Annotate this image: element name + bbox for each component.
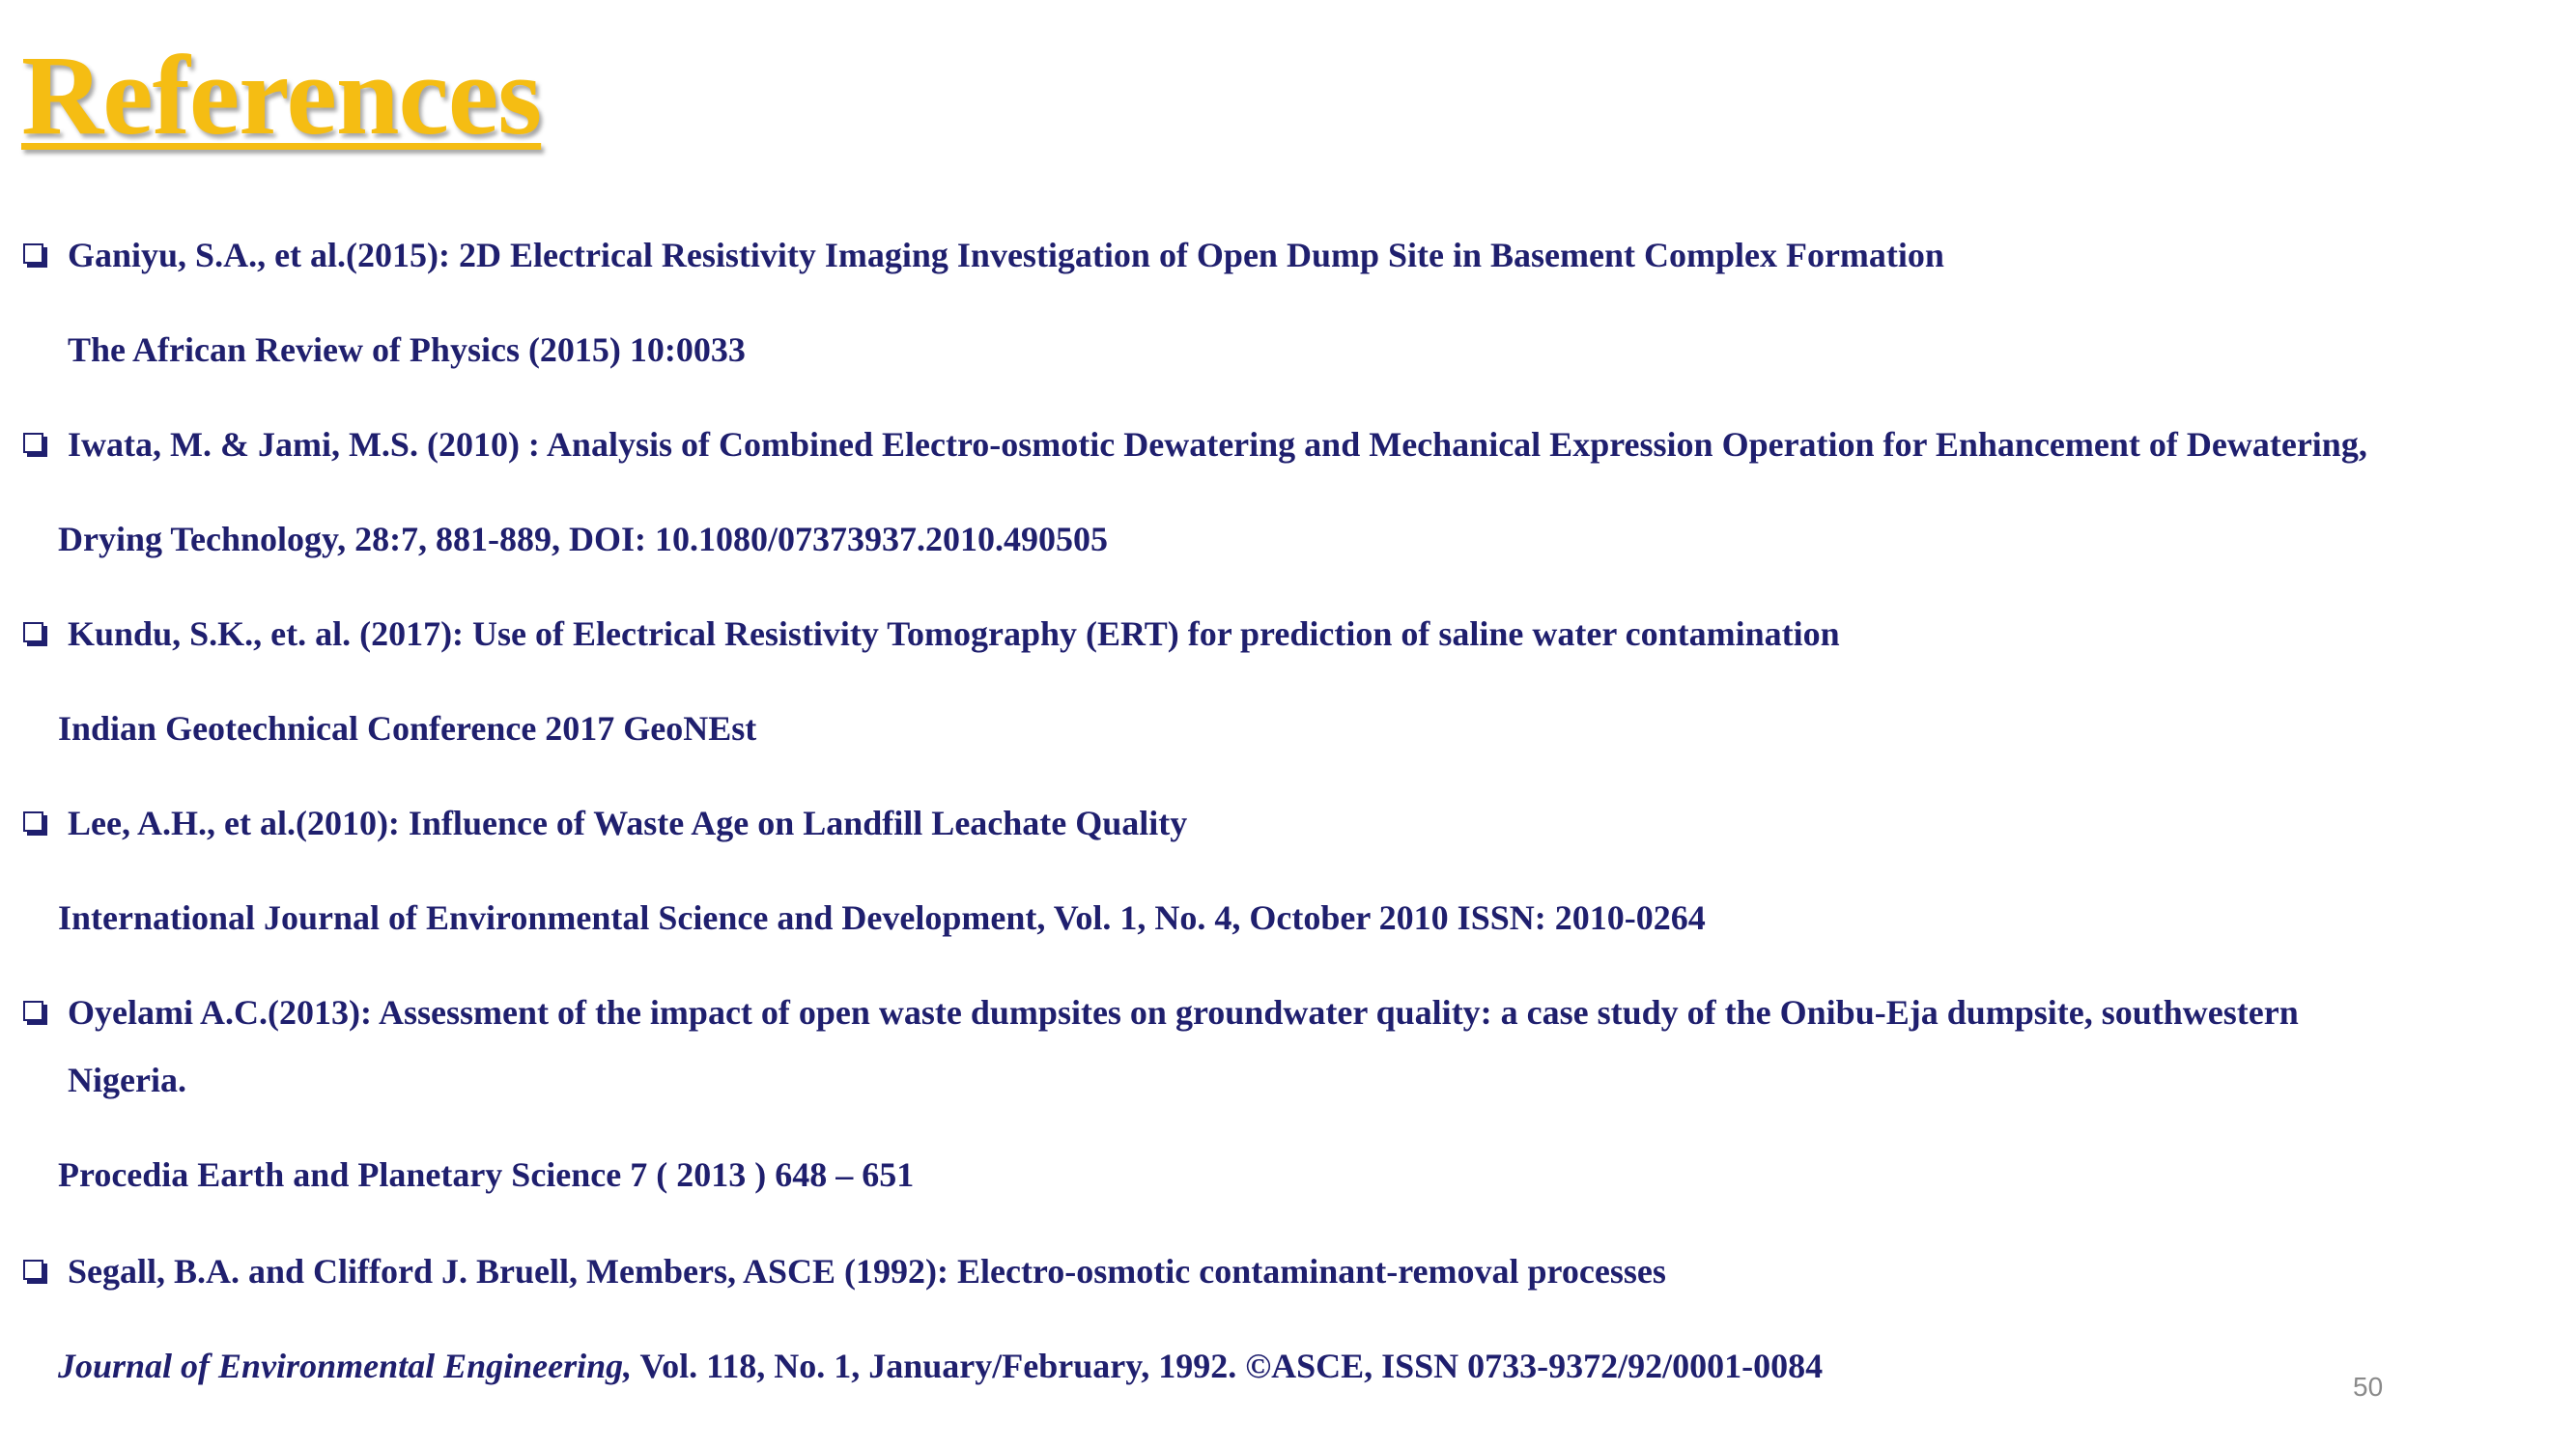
reference-3-source: Indian Geotechnical Conference 2017 GeoNEst (58, 709, 757, 748)
reference-6-citation: Segall, B.A. and Clifford J. Bruell, Members, ASCE (1992): Electro-osmotic contaminant-removal processes (68, 1252, 1666, 1291)
reference-2-source: Drying Technology, 28:7, 881-889, DOI: 10.1080/07373937.2010.490505 (58, 520, 1109, 558)
reference-2-citation: Iwata, M. & Jami, M.S. (2010) : Analysis of Combined Electro-osmotic Dewatering and Mechanical Expression Operation for Enhancement of Dewatering, (68, 425, 2367, 464)
reference-5-source: Procedia Earth and Planetary Science 7 ( 2013 ) 648 – 651 (58, 1155, 915, 1194)
checkbox-bullet-icon (23, 243, 43, 264)
reference-5-citation-continued: Nigeria. (68, 1061, 186, 1099)
checkbox-bullet-icon (23, 1001, 43, 1021)
reference-6-source (58, 1345, 1823, 1387)
page-number: 50 (2353, 1372, 2384, 1402)
slide-title: References (21, 32, 542, 158)
reference-1-source: The African Review of Physics (2015) 10:0033 (68, 330, 746, 369)
reference-1-citation: Ganiyu, S.A., et al.(2015): 2D Electrical Resistivity Imaging Investigation of Open Dump Site in Basement Complex Formation (68, 236, 1944, 274)
checkbox-bullet-icon (23, 622, 43, 642)
reference-6-journal-name: Journal of Environmental Engineering, (58, 1347, 633, 1385)
reference-6-journal-details: Vol. 118, No. 1, January/February, 1992. ©ASCE, ISSN 0733-9372/92/0001-0084 (632, 1347, 1824, 1385)
reference-5-citation: Oyelami A.C.(2013): Assessment of the impact of open waste dumpsites on groundwater quality: a case study of the Onibu-Eja dumpsite, southwestern (68, 993, 2299, 1032)
checkbox-bullet-icon (23, 811, 43, 832)
reference-3-citation: Kundu, S.K., et. al. (2017): Use of Electrical Resistivity Tomography (ERT) for prediction of saline water contamination (68, 614, 1840, 653)
reference-4-citation: Lee, A.H., et al.(2010): Influence of Waste Age on Landfill Leachate Quality (68, 804, 1188, 842)
checkbox-bullet-icon (23, 1260, 43, 1280)
checkbox-bullet-icon (23, 433, 43, 453)
reference-4-source: International Journal of Environmental Science and Development, Vol. 1, No. 4, October 2010 ISSN: 2010-0264 (58, 898, 1706, 937)
